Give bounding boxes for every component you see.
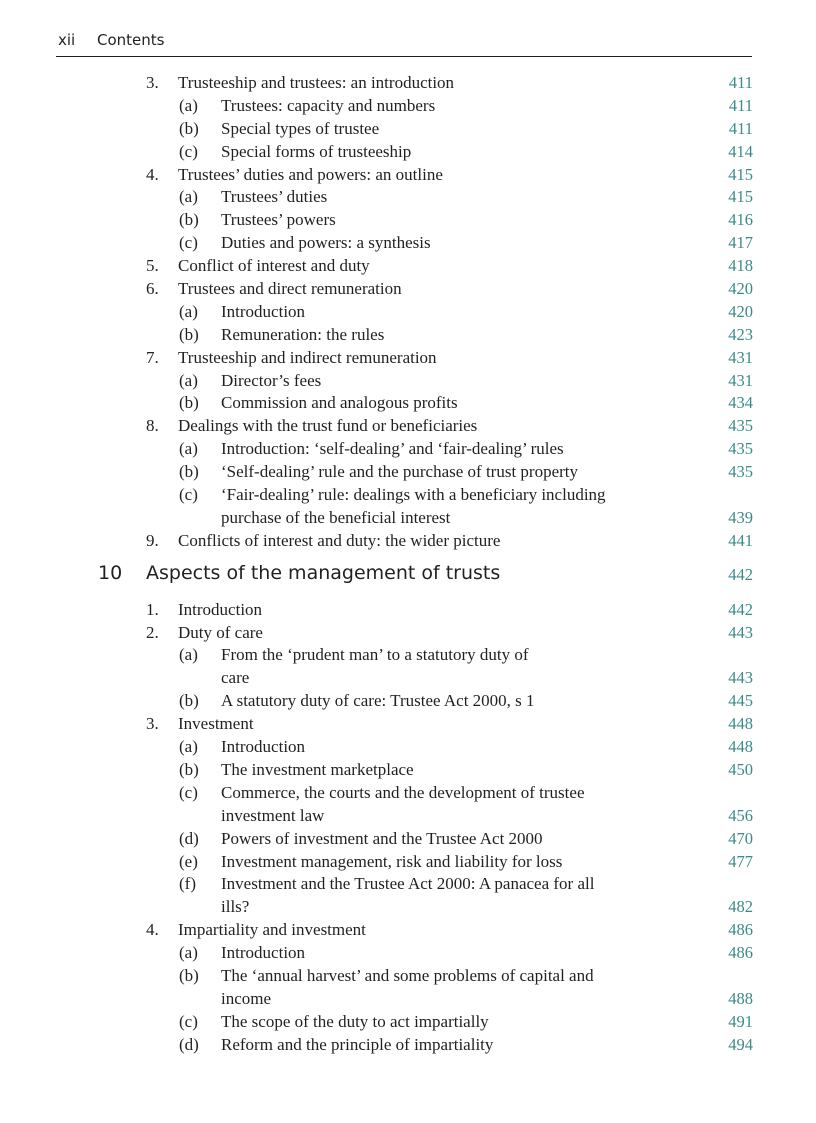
entry-title: From the ‘prudent man’ to a statutory duty of bbox=[221, 645, 529, 665]
entry-title: investment law bbox=[221, 805, 325, 825]
toc-section-entry[interactable] bbox=[96, 530, 753, 553]
entry-page: 441 bbox=[728, 530, 753, 550]
entry-title: Introduction bbox=[221, 301, 306, 321]
entry-title: income bbox=[221, 988, 272, 1008]
entry-number: (b) bbox=[179, 691, 199, 711]
entry-number: 4. bbox=[146, 920, 159, 940]
entry-number: (c) bbox=[179, 1011, 198, 1031]
entry-page: 435 bbox=[728, 416, 753, 436]
toc-subsection-entry[interactable] bbox=[96, 965, 753, 988]
entry-page: 435 bbox=[728, 439, 753, 459]
toc-subsection-entry[interactable] bbox=[96, 896, 753, 919]
toc-subsection-entry[interactable] bbox=[96, 232, 753, 255]
toc-section-entry[interactable] bbox=[96, 347, 753, 370]
entry-page: 431 bbox=[728, 370, 753, 390]
entry-page: 442 bbox=[728, 599, 753, 619]
toc-subsection-entry[interactable] bbox=[96, 988, 753, 1011]
chapter-number: 10 bbox=[98, 561, 123, 584]
entry-title: Special types of trustee bbox=[221, 118, 380, 138]
entry-number: (c) bbox=[179, 141, 198, 161]
toc-group-chapter-9 bbox=[96, 72, 753, 553]
entry-page: 420 bbox=[728, 301, 753, 321]
toc-subsection-entry[interactable] bbox=[96, 301, 753, 324]
entry-number: (b) bbox=[179, 324, 199, 344]
toc-subsection-entry[interactable] bbox=[96, 484, 753, 507]
entry-number: (d) bbox=[179, 1034, 199, 1054]
toc-subsection-entry[interactable] bbox=[96, 186, 753, 209]
header-page-number: xii bbox=[58, 31, 76, 49]
entry-page: 435 bbox=[728, 462, 753, 482]
entry-page: 420 bbox=[728, 279, 753, 299]
entry-page: 445 bbox=[728, 691, 753, 711]
toc-section-entry[interactable] bbox=[96, 599, 753, 622]
entry-number: (b) bbox=[179, 118, 199, 138]
entry-title: Investment bbox=[178, 714, 254, 734]
entry-number: (b) bbox=[179, 965, 199, 985]
entry-title: Reform and the principle of impartiality bbox=[221, 1034, 494, 1054]
toc-section-entry[interactable] bbox=[96, 72, 753, 95]
entry-title: Impartiality and investment bbox=[178, 920, 366, 940]
toc-subsection-entry[interactable] bbox=[96, 782, 753, 805]
toc-subsection-entry[interactable] bbox=[96, 95, 753, 118]
entry-title: ‘Self-dealing’ rule and the purchase of trust property bbox=[221, 462, 579, 482]
entry-number: (f) bbox=[179, 874, 196, 894]
toc-subsection-entry[interactable] bbox=[96, 805, 753, 828]
entry-title: Introduction bbox=[221, 737, 306, 757]
entry-page: 431 bbox=[728, 347, 753, 367]
entry-number: 6. bbox=[146, 279, 159, 299]
entry-title: A statutory duty of care: Trustee Act 2000, s 1 bbox=[221, 691, 535, 711]
entry-page: 477 bbox=[728, 851, 753, 871]
entry-number: 1. bbox=[146, 599, 159, 619]
entry-number: (b) bbox=[179, 462, 199, 482]
entry-title: Commission and analogous profits bbox=[221, 393, 458, 413]
chapter-page: 442 bbox=[728, 564, 753, 584]
entry-title: Conflicts of interest and duty: the wider picture bbox=[178, 530, 501, 550]
entry-page: 486 bbox=[728, 943, 753, 963]
entry-page: 434 bbox=[728, 393, 753, 413]
chapter-heading[interactable] bbox=[96, 559, 753, 599]
entry-page: 418 bbox=[728, 256, 753, 276]
entry-number: 3. bbox=[146, 73, 159, 92]
entry-number: 3. bbox=[146, 714, 159, 734]
entry-title: Dealings with the trust fund or beneficiaries bbox=[178, 416, 478, 436]
header-title: Contents bbox=[97, 31, 165, 49]
table-of-contents bbox=[96, 72, 753, 1057]
entry-page: 439 bbox=[728, 507, 753, 527]
entry-title: Trusteeship and trustees: an introduction bbox=[178, 73, 455, 92]
toc-section-entry[interactable] bbox=[96, 919, 753, 942]
entry-title: The investment marketplace bbox=[221, 759, 414, 779]
entry-number: 9. bbox=[146, 530, 159, 550]
entry-title: Introduction bbox=[221, 943, 306, 963]
entry-title: Introduction bbox=[178, 599, 263, 619]
entry-number: (a) bbox=[179, 943, 198, 963]
entry-number: 8. bbox=[146, 416, 159, 436]
entry-title: Trustees’ duties bbox=[221, 187, 328, 207]
toc-subsection-entry[interactable] bbox=[96, 644, 753, 667]
entry-number: (b) bbox=[179, 210, 199, 230]
toc-subsection-entry[interactable] bbox=[96, 324, 753, 347]
entry-title: Trusteeship and indirect remuneration bbox=[178, 347, 437, 367]
toc-subsection-entry[interactable] bbox=[96, 667, 753, 690]
entry-page: 494 bbox=[728, 1034, 753, 1054]
entry-title: Trustees: capacity and numbers bbox=[221, 95, 436, 115]
entry-title: Conflict of interest and duty bbox=[178, 256, 370, 276]
entry-page: 450 bbox=[728, 759, 753, 779]
entry-title: Commerce, the courts and the development of trustee bbox=[221, 782, 585, 802]
toc-section-entry[interactable] bbox=[96, 622, 753, 645]
entry-page: 411 bbox=[728, 73, 753, 92]
entry-page: 448 bbox=[728, 714, 753, 734]
toc-subsection-entry[interactable] bbox=[96, 507, 753, 530]
entry-page: 416 bbox=[728, 210, 753, 230]
toc-subsection-entry[interactable] bbox=[96, 118, 753, 141]
toc-section-entry[interactable] bbox=[96, 164, 753, 187]
entry-number: (a) bbox=[179, 737, 198, 757]
toc-section-entry[interactable] bbox=[96, 255, 753, 278]
toc-section-entry[interactable] bbox=[96, 713, 753, 736]
entry-title: Powers of investment and the Trustee Act 2000 bbox=[221, 828, 543, 848]
entry-number: (e) bbox=[179, 851, 198, 871]
entry-title: ‘Fair-dealing’ rule: dealings with a beneficiary including bbox=[221, 485, 606, 505]
entry-title: The ‘annual harvest’ and some problems of capital and bbox=[221, 965, 594, 985]
entry-page: 414 bbox=[728, 141, 753, 161]
entry-page: 448 bbox=[728, 737, 753, 757]
entry-number: (b) bbox=[179, 759, 199, 779]
entry-title: Introduction: ‘self-dealing’ and ‘fair-dealing’ rules bbox=[221, 439, 564, 459]
toc-subsection-entry[interactable] bbox=[96, 851, 753, 874]
entry-title: Trustees and direct remuneration bbox=[178, 279, 402, 299]
entry-number: (a) bbox=[179, 439, 198, 459]
toc-subsection-entry[interactable] bbox=[96, 1034, 753, 1057]
entry-number: (c) bbox=[179, 485, 198, 505]
entry-title: ills? bbox=[221, 897, 250, 917]
entry-number: 5. bbox=[146, 256, 159, 276]
toc-subsection-entry[interactable] bbox=[96, 1011, 753, 1034]
entry-title: Special forms of trusteeship bbox=[221, 141, 412, 161]
toc-section-entry[interactable] bbox=[96, 278, 753, 301]
toc-subsection-entry[interactable] bbox=[96, 370, 753, 393]
entry-number: (a) bbox=[179, 645, 198, 665]
toc-subsection-entry[interactable] bbox=[96, 828, 753, 851]
entry-page: 443 bbox=[728, 622, 753, 642]
toc-subsection-entry[interactable] bbox=[96, 759, 753, 782]
entry-title: Investment and the Trustee Act 2000: A panacea for all bbox=[221, 874, 595, 894]
toc-subsection-entry[interactable] bbox=[96, 438, 753, 461]
entry-number: (c) bbox=[179, 233, 198, 253]
entry-title: The scope of the duty to act impartially bbox=[221, 1011, 489, 1031]
entry-title: Investment management, risk and liability for loss bbox=[221, 851, 563, 871]
toc-subsection-entry[interactable] bbox=[96, 209, 753, 232]
entry-page: 415 bbox=[728, 164, 753, 184]
entry-page: 488 bbox=[728, 988, 753, 1008]
toc-subsection-entry[interactable] bbox=[96, 392, 753, 415]
entry-page: 411 bbox=[728, 95, 753, 115]
entry-title: Trustees’ powers bbox=[221, 210, 336, 230]
running-header bbox=[56, 30, 752, 57]
toc-subsection-entry[interactable] bbox=[96, 141, 753, 164]
entry-page: 482 bbox=[728, 897, 753, 917]
toc-subsection-entry[interactable] bbox=[96, 942, 753, 965]
entry-title: Duty of care bbox=[178, 622, 263, 642]
toc-section-entry[interactable] bbox=[96, 415, 753, 438]
entry-number: (b) bbox=[179, 393, 199, 413]
entry-page: 415 bbox=[728, 187, 753, 207]
entry-page: 443 bbox=[728, 668, 753, 688]
entry-number: (a) bbox=[179, 95, 198, 115]
entry-title: Trustees’ duties and powers: an outline bbox=[178, 164, 443, 184]
entry-title: Director’s fees bbox=[221, 370, 322, 390]
entry-page: 423 bbox=[728, 324, 753, 344]
entry-page: 491 bbox=[728, 1011, 753, 1031]
entry-number: 2. bbox=[146, 622, 159, 642]
toc-subsection-entry[interactable] bbox=[96, 461, 753, 484]
entry-number: (a) bbox=[179, 301, 198, 321]
entry-page: 470 bbox=[728, 828, 753, 848]
toc-subsection-entry[interactable] bbox=[96, 873, 753, 896]
entry-number: (a) bbox=[179, 370, 198, 390]
entry-number: (c) bbox=[179, 782, 198, 802]
chapter-title: Aspects of the management of trusts bbox=[146, 561, 501, 584]
entry-number: (a) bbox=[179, 187, 198, 207]
entry-title: purchase of the beneficial interest bbox=[221, 507, 451, 527]
entry-page: 411 bbox=[728, 118, 753, 138]
toc-subsection-entry[interactable] bbox=[96, 690, 753, 713]
entry-page: 417 bbox=[728, 233, 753, 253]
entry-number: 7. bbox=[146, 347, 159, 367]
entry-number: (d) bbox=[179, 828, 199, 848]
toc-subsection-entry[interactable] bbox=[96, 736, 753, 759]
toc-group-chapter-10 bbox=[96, 599, 753, 1057]
entry-page: 456 bbox=[728, 805, 753, 825]
entry-title: care bbox=[221, 668, 250, 688]
entry-title: Remuneration: the rules bbox=[221, 324, 385, 344]
entry-title: Duties and powers: a synthesis bbox=[221, 233, 431, 253]
entry-number: 4. bbox=[146, 164, 159, 184]
entry-page: 486 bbox=[728, 920, 753, 940]
